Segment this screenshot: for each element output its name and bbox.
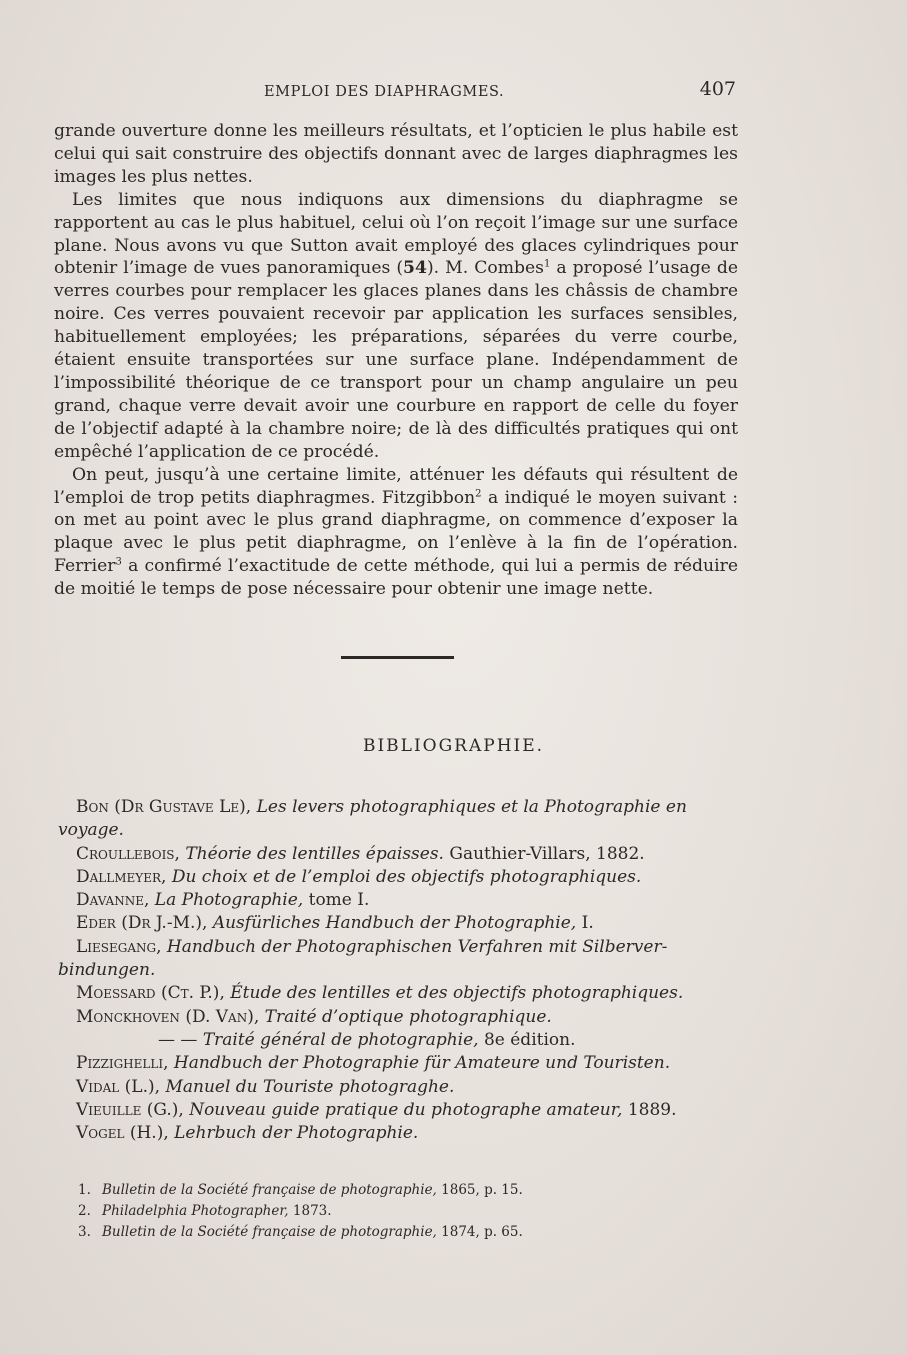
entry-title: Lehrbuch der Photographie.: [174, 1123, 419, 1144]
bibliography-entry: [58, 912, 748, 935]
entry-year: 1889.: [627, 1099, 677, 1120]
entry-author: Vidal (L.),: [76, 1076, 161, 1097]
paragraph-3-text-c: a confirmé l’exactitude de cette méthode, qui lui a permis de réduire de moitié le temps de pose nécessaire pour obtenir une image nette.: [54, 556, 738, 600]
running-head: EMPLOI DES DIAPHRAGMES.: [264, 84, 505, 100]
entry-author: Dallmeyer,: [76, 866, 167, 887]
page-header: [56, 78, 736, 108]
entry-author: Vieuille (G.),: [76, 1099, 184, 1120]
entry-author: Monckhoven (D. Van),: [76, 1006, 260, 1027]
footnote-title: Bulletin de la Société française de photographie,: [102, 1182, 437, 1198]
entry-title: Nouveau guide pratique du photographe amateur,: [189, 1099, 623, 1120]
entry-volume: I.: [581, 913, 594, 934]
footnote-marker-2: 2: [475, 487, 482, 499]
footnote-marker-3: 3: [115, 556, 122, 568]
footnote-marker-1: 1: [544, 258, 551, 270]
section-reference: 54: [403, 258, 427, 279]
bibliography-entry: [58, 866, 748, 889]
entry-volume: tome I.: [308, 890, 370, 911]
paragraph-3-text-a: On peut, jusqu’à une certaine limite, atténuer les défauts qui résultent de l’emploi de trop petits diaphragmes. Fitzgibbon: [54, 464, 738, 508]
footnote: [78, 1222, 728, 1243]
bibliography-entry: [58, 982, 748, 1005]
bibliography-list: [58, 796, 748, 1145]
footnote-number: 2.: [78, 1203, 91, 1219]
bibliography-entry: [58, 843, 748, 866]
entry-title: Étude des lentilles et des objectifs photographiques.: [230, 983, 684, 1004]
footnote: [78, 1201, 728, 1222]
footnote-title: Bulletin de la Société française de photographie,: [102, 1224, 437, 1240]
footnote-title: Philadelphia Photographer,: [102, 1203, 289, 1219]
bibliography-entry: [58, 1122, 748, 1145]
bibliography-entry-continuation: [58, 819, 748, 842]
entry-author: Davanne,: [76, 890, 150, 911]
entry-title: Traité d’optique photographique.: [264, 1006, 552, 1027]
entry-title: Handbuch der Photographischen Verfahren mit Silberver-: [166, 936, 668, 957]
footnote: [78, 1180, 728, 1201]
entry-publisher: Gauthier-Villars, 1882.: [449, 843, 645, 864]
page-number: 407: [699, 78, 736, 100]
paragraph-1: [54, 120, 738, 189]
body-text: [54, 120, 738, 601]
footnote-citation: 1865, p. 15.: [441, 1182, 523, 1198]
footnote-number: 3.: [78, 1224, 91, 1240]
entry-author: Eder (Dr J.-M.),: [76, 913, 208, 934]
section-divider: [341, 656, 454, 659]
bibliography-entry: [58, 889, 748, 912]
paragraph-2-text-a: Les limites que nous indiquons aux dimensions du diaphragme se rapportent au cas le plus habituel, celui où l’on reçoit l’image sur une surface plane. Nous avons vu que Sutton avait employé des glaces cylindriques pour obtenir l’image de vues panoramiques (: [54, 189, 738, 279]
paragraph-1-text: grande ouverture donne les meilleurs résultats, et l’opticien le plus habile est celui qui sait construire des objectifs donnant avec de larges diaphragmes les images les plus nettes.: [54, 121, 738, 187]
entry-title: Ausfürliches Handbuch der Photographie,: [212, 913, 577, 934]
entry-author: Moessard (Ct. P.),: [76, 983, 225, 1004]
footnotes: [78, 1180, 728, 1243]
entry-title: voyage.: [58, 820, 124, 841]
entry-title: Manuel du Touriste photograghe.: [165, 1076, 455, 1097]
paragraph-3: [54, 464, 738, 601]
footnote-number: 1.: [78, 1182, 91, 1198]
paragraph-2-text-b: ). M. Combes: [426, 258, 544, 279]
footnote-citation: 1873.: [292, 1203, 332, 1219]
bibliography-entry: [58, 936, 748, 959]
entry-edition: 8e édition.: [483, 1029, 576, 1050]
entry-author: Bon (Dr Gustave Le),: [76, 797, 252, 817]
bibliography-entry: [58, 796, 748, 819]
paragraph-3-text-b: a indiqué le moyen suivant : on met au point avec le plus grand diaphragme, on commence d’exposer la plaque avec le plus petit diaphragme, on l’enlève à la fin de l’opération. Ferrier: [54, 487, 738, 577]
entry-title: bindungen.: [58, 960, 156, 981]
bibliography-entry: [58, 1006, 748, 1029]
bibliography-entry-continuation: [58, 959, 748, 982]
entry-title: Handbuch der Photographie für Amateure und Touristen.: [173, 1053, 671, 1074]
bibliography-entry: [58, 1099, 748, 1122]
entry-title: Du choix et de l’emploi des objectifs photographiques.: [171, 866, 642, 887]
footnote-citation: 1874, p. 65.: [441, 1224, 523, 1240]
bibliography-entry: [58, 1076, 748, 1099]
entry-title: Traité général de photographie,: [202, 1029, 479, 1050]
entry-author: Croullebois,: [76, 843, 180, 864]
paragraph-2: [54, 189, 738, 464]
entry-title: Les levers photographiques et la Photographie en: [256, 797, 687, 817]
entry-author: Liesegang,: [76, 936, 162, 957]
bibliography-entry: [58, 1052, 748, 1075]
paragraph-2-text-c: a proposé l’usage de verres courbes pour remplacer les glaces planes dans les châssis de chambre noire. Ces verres pouvaient recevoir par application les surfaces sensibles, habituellement employées; les préparations, séparées du verre courbe, étaient ensuite transportées sur une surface plane. Indépendamment de l’impossibilité théorique de ce transport pour un champ angulaire un peu grand, chaque verre devait avoir une courbure en rapport de celle du foyer de l’objectif adapté à la chambre noire; de là des difficultés pratiques qui ont empêché l’application de ce procédé.: [54, 258, 738, 462]
entry-ditto: — —: [158, 1029, 198, 1050]
bibliography-heading: BIBLIOGRAPHIE.: [362, 736, 545, 756]
entry-title: La Photographie,: [154, 890, 304, 911]
entry-author: Vogel (H.),: [76, 1123, 169, 1144]
bibliography-entry: [58, 1029, 748, 1052]
entry-author: Pizzighelli,: [76, 1053, 169, 1074]
entry-title: Théorie des lentilles épaisses.: [185, 843, 444, 864]
